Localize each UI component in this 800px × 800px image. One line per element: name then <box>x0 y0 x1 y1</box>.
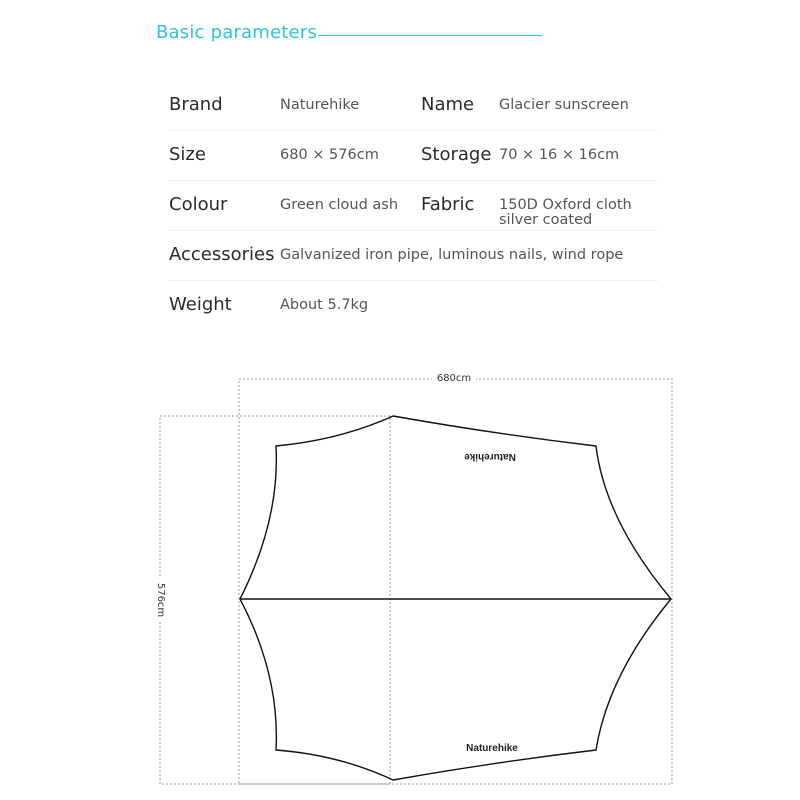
storage-label: Storage <box>421 144 492 165</box>
weight-value: About 5.7kg <box>280 297 369 313</box>
tarp-outline <box>240 416 671 780</box>
weight-label: Weight <box>169 294 232 315</box>
height-dimension-box <box>160 416 390 784</box>
height-dimension-label: 576cm <box>155 582 166 618</box>
colour-value: Green cloud ash <box>280 197 399 213</box>
size-label: Size <box>169 144 206 165</box>
accessories-label: Accessories <box>169 244 275 265</box>
brand-value: Naturehike <box>280 97 360 113</box>
size-value: 680 × 576cm <box>280 147 379 163</box>
width-dimension-box <box>239 379 672 784</box>
colour-label: Colour <box>169 194 228 215</box>
name-value: Glacier sunscreen <box>499 97 629 113</box>
accessories-value: Galvanized iron pipe, luminous nails, wind rope <box>280 247 624 263</box>
storage-value: 70 × 16 × 16cm <box>499 147 620 163</box>
name-label: Name <box>421 94 475 115</box>
fabric-label: Fabric <box>421 194 475 215</box>
width-dimension-label: 680cm <box>436 373 472 384</box>
section-title: Basic parameters <box>156 22 317 43</box>
fabric-value: 150D Oxford cloth silver coated <box>499 197 632 228</box>
brand-logo-top: Naturehike <box>464 451 516 462</box>
brand-logo-bottom: Naturehike <box>466 743 518 754</box>
brand-label: Brand <box>169 94 223 115</box>
